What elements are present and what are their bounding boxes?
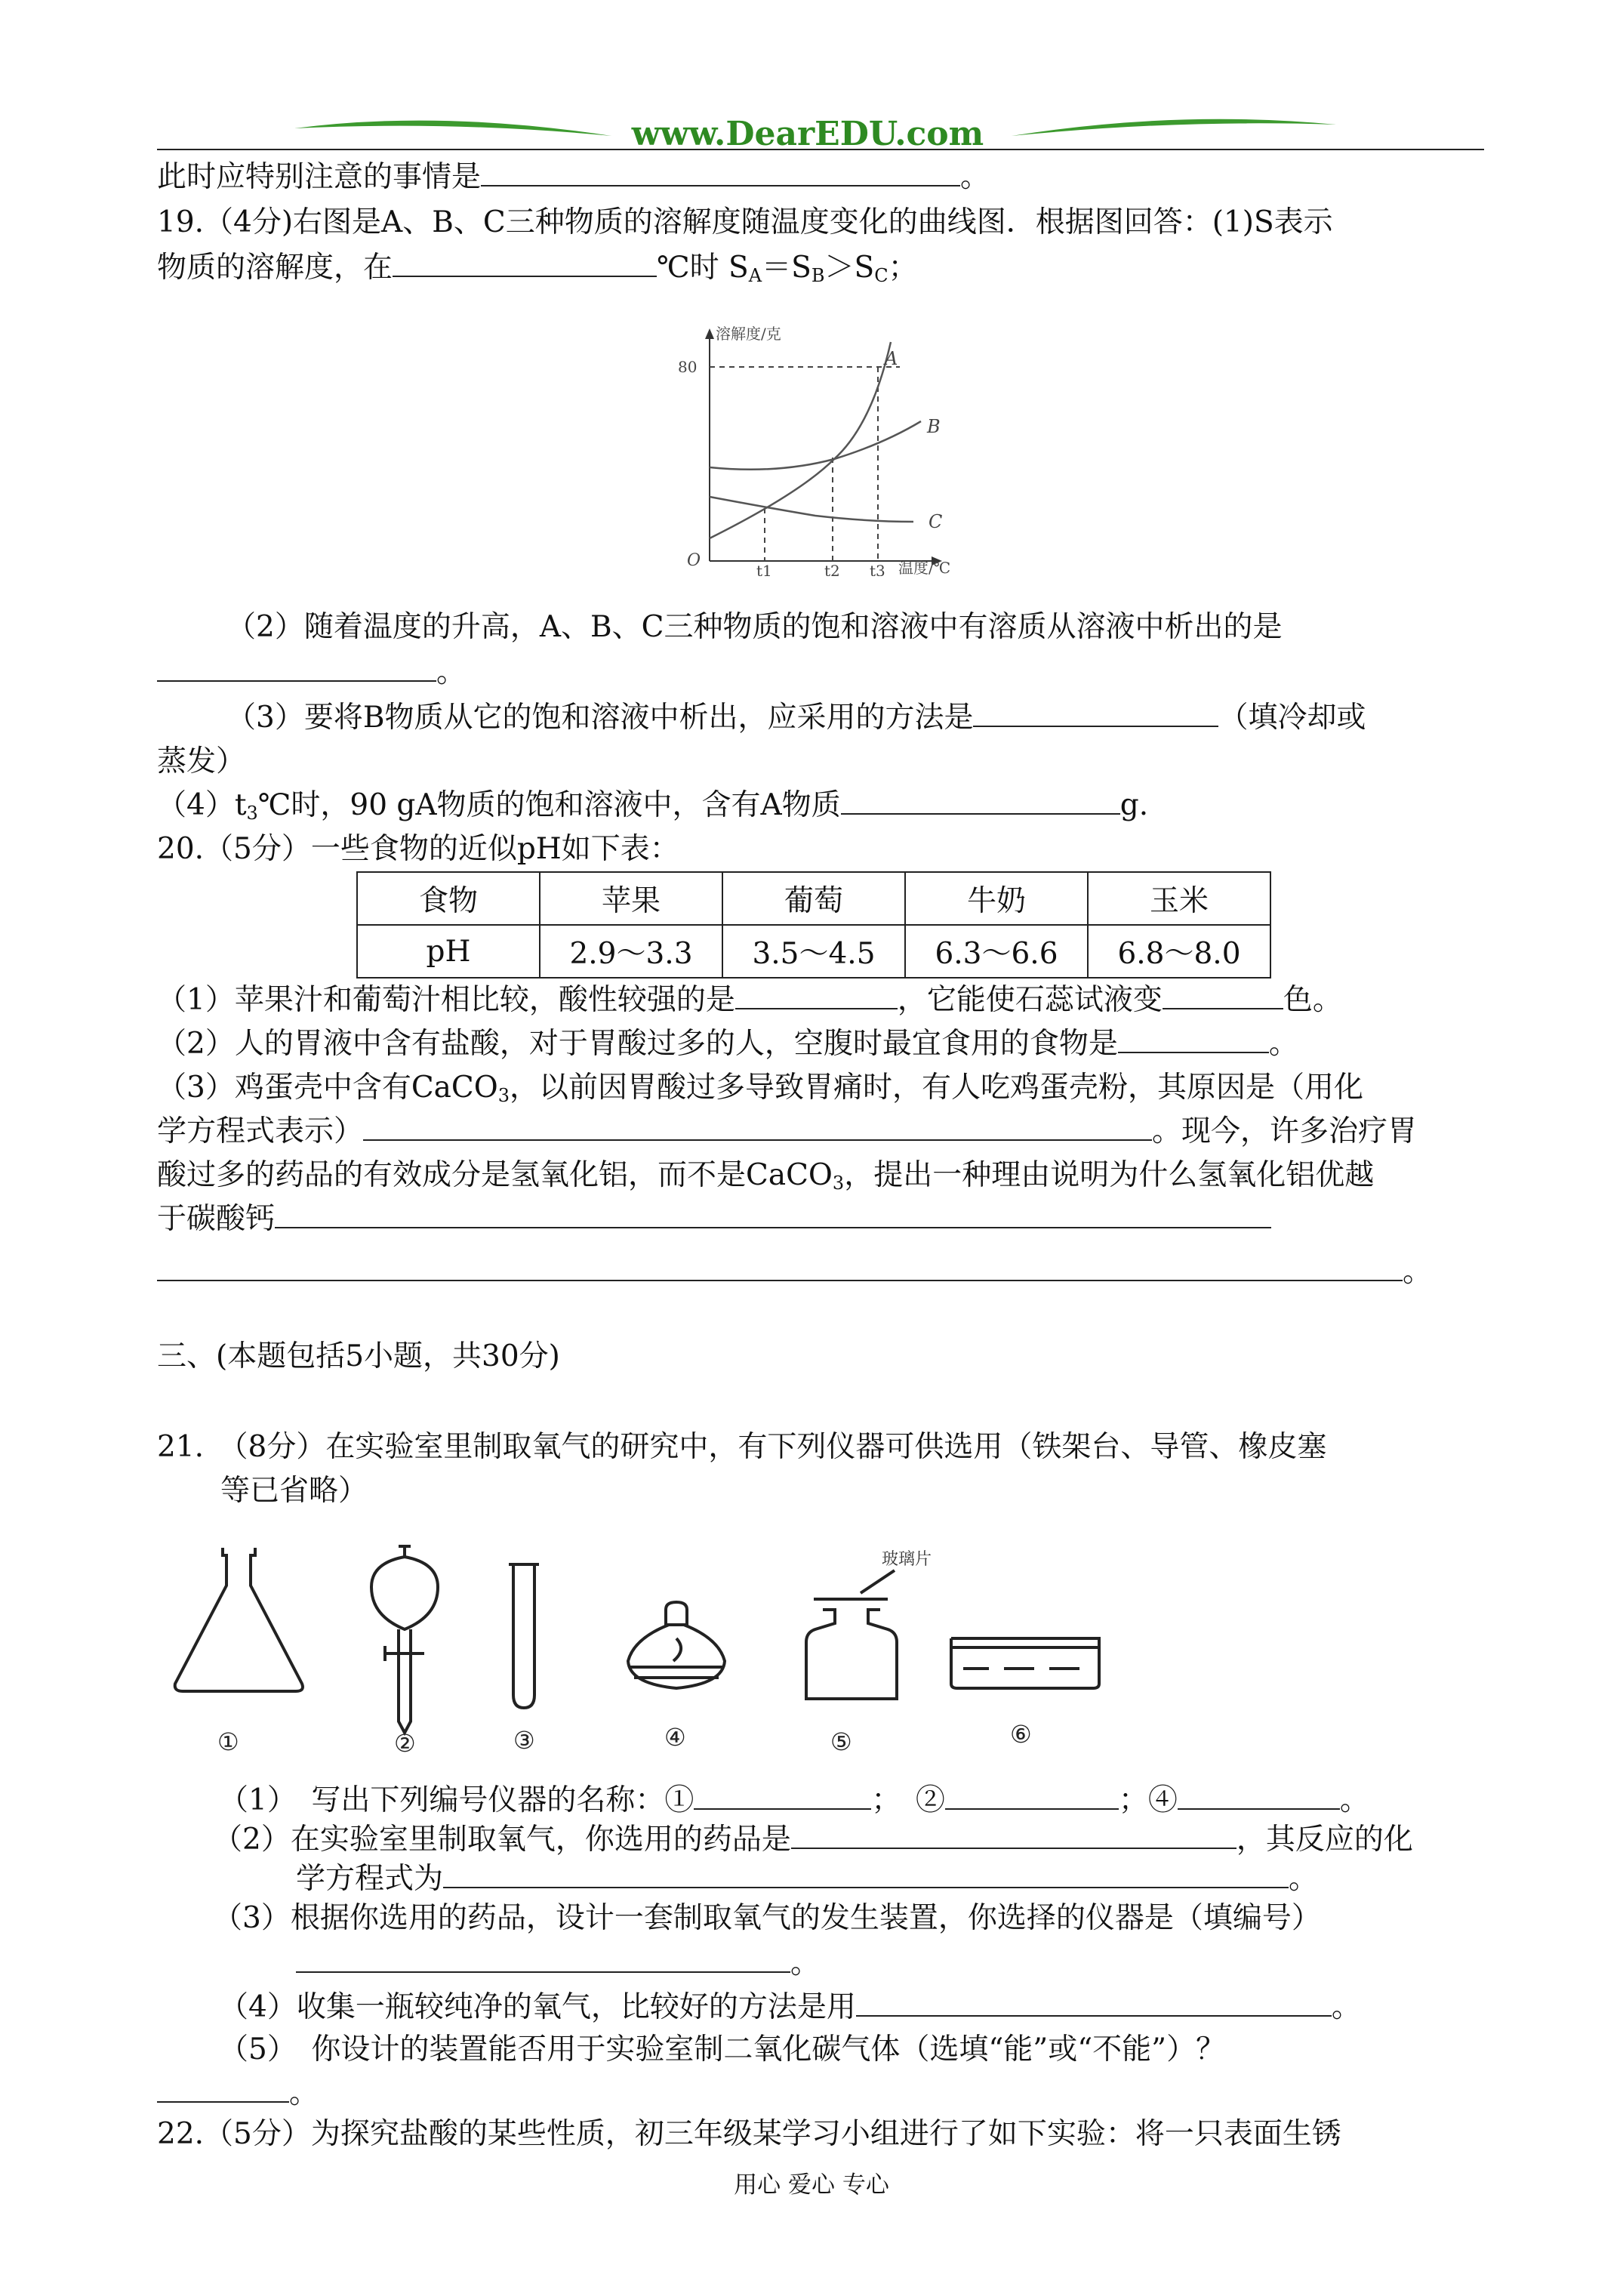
solubility-chart [664,319,981,576]
y-tick-80: 80 [678,358,698,376]
answer-blank[interactable] [157,655,436,682]
q20-part3-line2: 学方程式表示） 。现今，许多治疗胃 [157,1114,1418,1148]
x-tick-t3: t3 [870,562,885,576]
answer-blank[interactable] [973,700,1218,727]
series-label-a: A [885,348,898,369]
answer-blank[interactable] [694,1783,871,1810]
table-cell: 2.9～3.3 [540,925,722,978]
answer-blank[interactable] [791,1822,1236,1849]
x-tick-t2: t2 [824,562,840,576]
q19-part4: $(4)t_3℃$时，90 gA物质的饱和溶液中，含有A物质 g. [157,788,1149,824]
q19-part2: （2）随着温度的升高，A、B、C三种物质的饱和溶液中有溶质从溶液中析出的是 [226,610,1283,644]
logo-swoosh-right [1012,119,1336,136]
answer-blank[interactable] [481,159,960,186]
section-3-heading: 三、(本题包括5小题，共30分) [157,1339,560,1373]
table-cell: 食物 [357,872,540,925]
q22-stem: 22.（5分）为探究盐酸的某些性质，初三年级某学习小组进行了如下实验：将一只表面生锈 [157,2117,1341,2151]
answer-blank[interactable] [735,982,898,1009]
q21-part4: （4）收集一瓶较纯净的氧气，比较好的方法是用 。 [219,1990,1361,2024]
q20-part3: （3）鸡蛋壳中含有CaCO$_3$，以前因胃酸过多导致胃痛时，有人吃鸡蛋壳粉，其原因是（用化 [157,1071,1364,1106]
q21-part3: （3）根据你选用的药品，设计一套制取氧气的发生装置，你选择的仪器是（填编号） [213,1901,1321,1935]
q20-part2: （2）人的胃液中含有盐酸，对于胃酸过多的人，空腹时最宜食用的食物是 。 [157,1027,1298,1061]
table-cell: 6.8～8.0 [1088,925,1270,978]
header-logo [287,106,1344,159]
table-cell: 苹果 [540,872,722,925]
answer-blank[interactable] [275,1201,1271,1228]
instrument-label-1: ① [217,1727,239,1756]
q19-part1: 物质的溶解度，在 ℃时 $S_A=S_B>S_C$； [157,251,918,286]
q21-part2: （2）在实验室里制取氧气，你选用的药品是 ，其反应的化 [213,1823,1413,1857]
table-cell: 6.3～6.6 [905,925,1088,978]
conical-flask-icon [175,1548,303,1691]
answer-blank[interactable] [443,1861,1289,1888]
q20-part3-line5: 。 [157,1253,1432,1291]
table-header-row [357,872,1270,925]
alcohol-lamp-icon [628,1602,725,1688]
y-axis-label: 溶解度/克 [716,325,781,343]
q20-stem: 20.（5分）一些食物的近似pH如下表： [157,832,679,866]
q19-part3-cont: 蒸发） [157,744,246,778]
header-rule [157,149,1484,150]
answer-blank[interactable] [363,1114,1152,1141]
instrument-label-4: ④ [664,1723,686,1752]
x-axis-label: 温度/℃ [898,559,951,576]
instrument-label-3: ③ [513,1726,535,1755]
q21-part1: （1） 写出下列编号仪器的名称：① ； ② ；④ 。 [219,1783,1369,1817]
q21-part2-cont: 学方程式为 。 [296,1862,1319,1896]
answer-blank[interactable] [945,1783,1119,1810]
q20-part3-line3: 酸过多的药品的有效成分是氢氧化铝，而不是CaCO$_3$，提出一种理由说明为什么氢氧化铝优越 [157,1158,1375,1194]
q19-stem: 19.（4分)右图是A、B、C三种物质的溶解度随温度变化的曲线图．根据图回答：(1)S表示 [157,205,1333,239]
q21-part5: （5） 你设计的装置能否用于实验室制二氧化碳气体（选填“能”或“不能”）？ [219,2032,1226,2066]
water-trough-icon [951,1638,1099,1688]
table-row [357,925,1270,978]
curve-a [710,342,891,538]
answer-blank[interactable] [157,1254,1403,1281]
answer-blank[interactable] [841,787,1120,815]
answer-blank[interactable] [1163,982,1283,1009]
y-axis-arrow [705,328,714,339]
table-cell: 葡萄 [722,872,905,925]
answer-blank[interactable] [393,250,657,277]
separatory-funnel-icon [371,1546,438,1733]
test-tube-icon [509,1564,539,1708]
table-cell: pH [357,925,540,978]
answer-blank[interactable] [157,2076,289,2103]
q20-part3-line4: 于碳酸钙 [157,1200,1271,1238]
ph-table [356,871,1271,978]
instrument-label-2: ② [394,1729,416,1758]
logo-swoosh-left [294,121,611,136]
series-label-b: B [927,416,941,437]
curve-b [710,421,921,470]
q20-part1: （1）苹果汁和葡萄汁相比较，酸性较强的是 ，它能使石蕊试液变 色。 [157,983,1342,1017]
table-cell: 3.5～4.5 [722,925,905,978]
q21-stem: 21. （8分）在实验室里制取氧气的研究中，有下列仪器可供选用（铁架台、导管、橡皮塞 [157,1430,1327,1464]
line-special-note: 此时应特别注意的事情是 。 [157,160,990,194]
answer-blank[interactable] [296,1946,790,1973]
glass-plate-label: 玻璃片 [882,1550,932,1569]
answer-blank[interactable] [1178,1783,1340,1810]
table-cell: 玉米 [1088,872,1270,925]
origin-label: O [687,551,701,570]
instrument-label-5: ⑤ [830,1727,852,1756]
x-tick-t1: t1 [756,562,772,576]
q19-part3: （3）要将B物质从它的饱和溶液中析出，应采用的方法是 （填冷却或 [226,701,1366,735]
curve-c [710,497,913,522]
page-footer: 用心 爱心 专心 [734,2171,889,2199]
series-label-c: C [929,511,943,532]
logo-text: www.DearEDU.com [631,115,984,153]
gas-jar-icon [806,1570,897,1699]
q19-part2-answer: 。 [157,654,466,692]
lab-instruments [159,1540,1140,1759]
q21-stem-cont: 等已省略） [220,1474,368,1508]
instrument-label-6: ⑥ [1010,1720,1032,1749]
q21-part5-answer: 。 [157,2075,319,2113]
table-cell: 牛奶 [905,872,1088,925]
q21-part3-cont: 。 [296,1945,820,1983]
answer-blank[interactable] [856,1989,1332,2017]
answer-blank[interactable] [1118,1026,1269,1053]
